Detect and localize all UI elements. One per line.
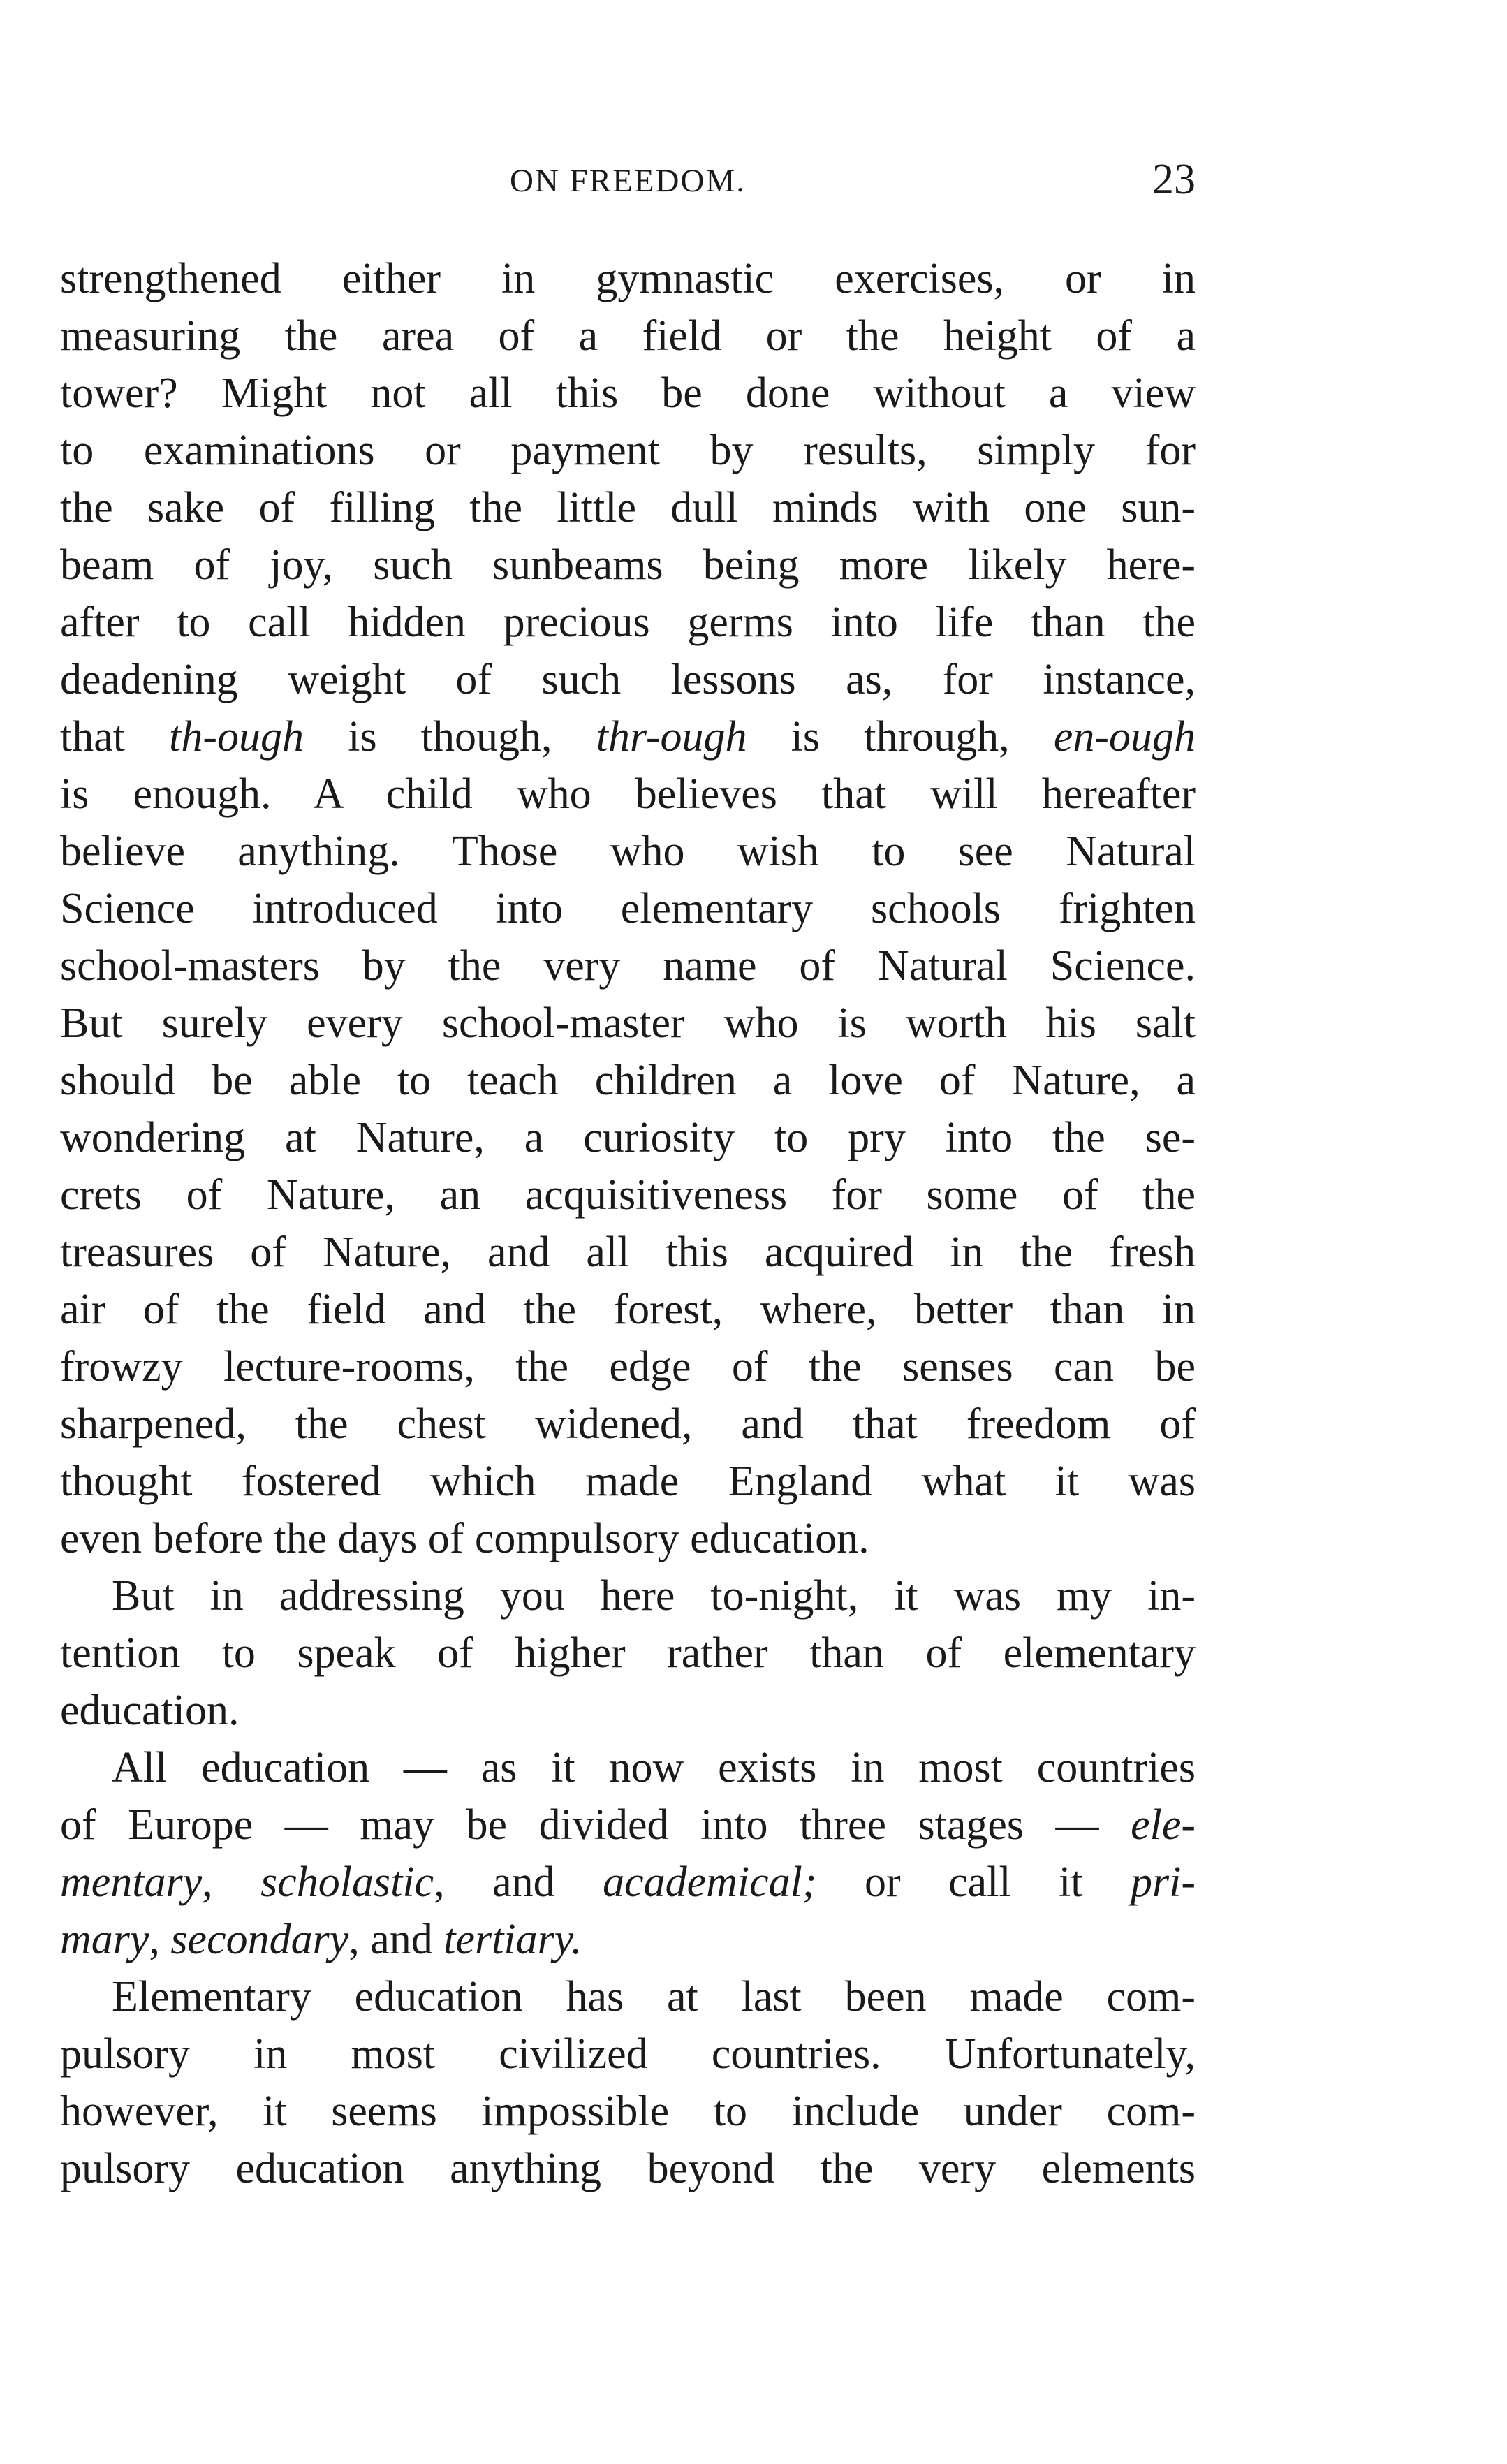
text-line-with-italics: that th-ough is though, thr-ough is through, en-ough [60, 713, 1196, 761]
text-line: tention to speak of higher rather than of elementary [60, 1629, 1196, 1677]
text-line: pulsory education anything beyond the very elements [60, 2145, 1196, 2192]
text-line: Elementary education has at last been made com- [112, 1973, 1196, 2021]
text-line: the sake of filling the little dull minds with one sun- [60, 484, 1196, 531]
text-line: after to call hidden precious germs into life than the [60, 599, 1196, 646]
italic-word: scholastic [260, 1858, 434, 1906]
text-line-with-italics: of Europe — may be divided into three stages — ele- [60, 1801, 1196, 1849]
italic-word: tertiary. [443, 1916, 582, 1963]
text-line: crets of Nature, an acquisitiveness for some of the [60, 1171, 1196, 1219]
italic-word: pri- [1131, 1858, 1196, 1906]
text-line: however, it seems impossible to include under com- [60, 2088, 1196, 2135]
text-line: Science introduced into elementary schools frighten [60, 885, 1196, 932]
italic-word: ele- [1131, 1801, 1196, 1849]
text-line: But in addressing you here to-night, it was my in- [112, 1572, 1196, 1620]
text-line: even before the days of compulsory education. [60, 1515, 869, 1562]
italic-word: th-ough [169, 713, 304, 761]
text-line: tower? Might not all this be done without a view [60, 369, 1196, 417]
text-line: treasures of Nature, and all this acquired in the fresh [60, 1229, 1196, 1276]
text-line: air of the field and the forest, where, better than in [60, 1286, 1196, 1333]
text-line: beam of joy, such sunbeams being more likely here- [60, 541, 1196, 589]
text-line: But surely every school-master who is worth his salt [60, 999, 1196, 1047]
text-line-with-italics: mentary, scholastic, and academical; or call it pri- [60, 1858, 1196, 1906]
text-line: should be able to teach children a love of Nature, a [60, 1057, 1196, 1104]
text-line: school-masters by the very name of Natural Science. [60, 942, 1196, 990]
text-line: thought fostered which made England what it was [60, 1458, 1196, 1505]
text-line: strengthened either in gymnastic exercises, or in [60, 255, 1196, 302]
running-head [60, 155, 1196, 204]
text-line: education. [60, 1687, 240, 1734]
page-number: 23 [1152, 156, 1196, 203]
text-line-with-italics: mary, secondary, and tertiary. [60, 1916, 582, 1963]
running-title: ON FREEDOM. [510, 163, 746, 199]
italic-word: academical; [603, 1858, 817, 1906]
text-line: wondering at Nature, a curiosity to pry into the se- [60, 1114, 1196, 1161]
italic-word: mary [60, 1916, 149, 1963]
italic-word: thr-ough [596, 713, 747, 761]
body-text [60, 250, 1196, 2197]
text-line: measuring the area of a field or the height of a [60, 312, 1196, 360]
text-line: pulsory in most civilized countries. Unfortunately, [60, 2030, 1196, 2078]
text-line: is enough. A child who believes that will hereafter [60, 770, 1196, 818]
text-line: All education — as it now exists in most countries [112, 1744, 1196, 1791]
text-line: to examinations or payment by results, simply for [60, 427, 1196, 474]
text-line: believe anything. Those who wish to see Natural [60, 828, 1196, 875]
italic-word: secondary [170, 1916, 349, 1963]
text-line: frowzy lecture-rooms, the edge of the senses can be [60, 1343, 1196, 1391]
text-line: deadening weight of such lessons as, for instance, [60, 656, 1196, 703]
italic-word: mentary [60, 1858, 203, 1906]
italic-word: en-ough [1053, 713, 1196, 761]
text-line: sharpened, the chest widened, and that freedom of [60, 1400, 1196, 1448]
